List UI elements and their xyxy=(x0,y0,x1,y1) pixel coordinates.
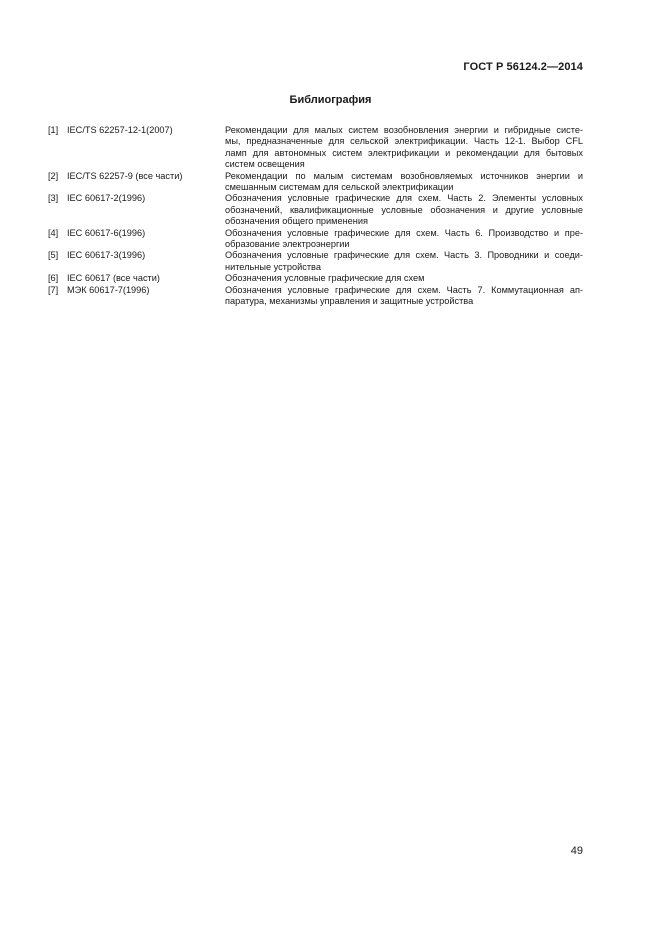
bibliography-entry xyxy=(48,125,583,171)
description-line: Обозначения условные графические для схем. Часть 2. Элементы условных xyxy=(225,193,583,204)
bibliography-entry xyxy=(48,193,583,227)
entry-reference: IEC 60617 (все части) xyxy=(67,273,160,284)
description-line: мы, предназначенные для сельской электрификации. Часть 12-1. Выбор CFL xyxy=(225,136,583,147)
description-line: Обозначения условные графические для схем. Часть 7. Коммутационная ап- xyxy=(225,284,583,295)
entry-reference: IEC/TS 62257-9 (все части) xyxy=(67,170,183,181)
description-line: нительные устройства xyxy=(225,261,321,272)
entry-reference: IEC/TS 62257-12-1(2007) xyxy=(67,125,173,135)
entry-description xyxy=(225,228,583,251)
entry-description xyxy=(225,273,583,284)
entry-number: [4] xyxy=(48,227,59,238)
bibliography-entry xyxy=(48,228,583,251)
document-code: ГОСТ Р 56124.2—2014 xyxy=(463,61,583,73)
entry-number: [1] xyxy=(48,125,59,135)
description-line: Рекомендации для малых систем возобновления энергии и гибридные систе- xyxy=(225,125,583,135)
bibliography-list xyxy=(48,125,583,308)
description-line: Рекомендации по малым системам возобновляемых источников энергии и xyxy=(225,170,583,181)
bibliography-entry xyxy=(48,273,583,284)
description-line: систем освещения xyxy=(225,159,305,170)
entry-number: [2] xyxy=(48,170,59,181)
entry-description xyxy=(225,250,583,273)
entry-number: [5] xyxy=(48,250,59,261)
description-line: паратура, механизмы управления и защитные устройства xyxy=(225,296,474,307)
description-line: Обозначения условные графические для схем. Часть 3. Проводники и соеди- xyxy=(225,250,583,261)
entry-number: [6] xyxy=(48,273,59,284)
bibliography-entry xyxy=(48,285,583,308)
entry-reference: IEC 60617-3(1996) xyxy=(67,250,146,261)
description-line: обозначений, квалификационные условные обозначения и другие условные xyxy=(225,204,583,215)
bibliography-entry xyxy=(48,250,583,273)
description-line: Обозначения условные графические для схем xyxy=(225,273,425,284)
entry-number: [3] xyxy=(48,193,59,204)
entry-reference: IEC 60617-6(1996) xyxy=(67,227,146,238)
entry-reference: МЭК 60617-7(1996) xyxy=(67,284,150,295)
page-number: 49 xyxy=(570,845,583,857)
entry-number: [7] xyxy=(48,284,59,295)
description-line: образование электроэнергии xyxy=(225,239,350,250)
entry-description xyxy=(225,285,583,308)
bibliography-entry xyxy=(48,171,583,194)
description-line: ламп для автономных систем электрификации и рекомендации для бытовых xyxy=(225,147,583,158)
entry-reference: IEC 60617-2(1996) xyxy=(67,193,146,204)
description-line: смешанным системам для сельской электрификации xyxy=(225,182,454,193)
entry-description xyxy=(225,125,583,171)
section-title: Библиография xyxy=(289,94,372,106)
entry-description xyxy=(225,171,583,194)
entry-description xyxy=(225,193,583,227)
description-line: обозначения общего применения xyxy=(225,216,368,227)
description-line: Обозначения условные графические для схем. Часть 6. Производство и пре- xyxy=(225,227,583,238)
